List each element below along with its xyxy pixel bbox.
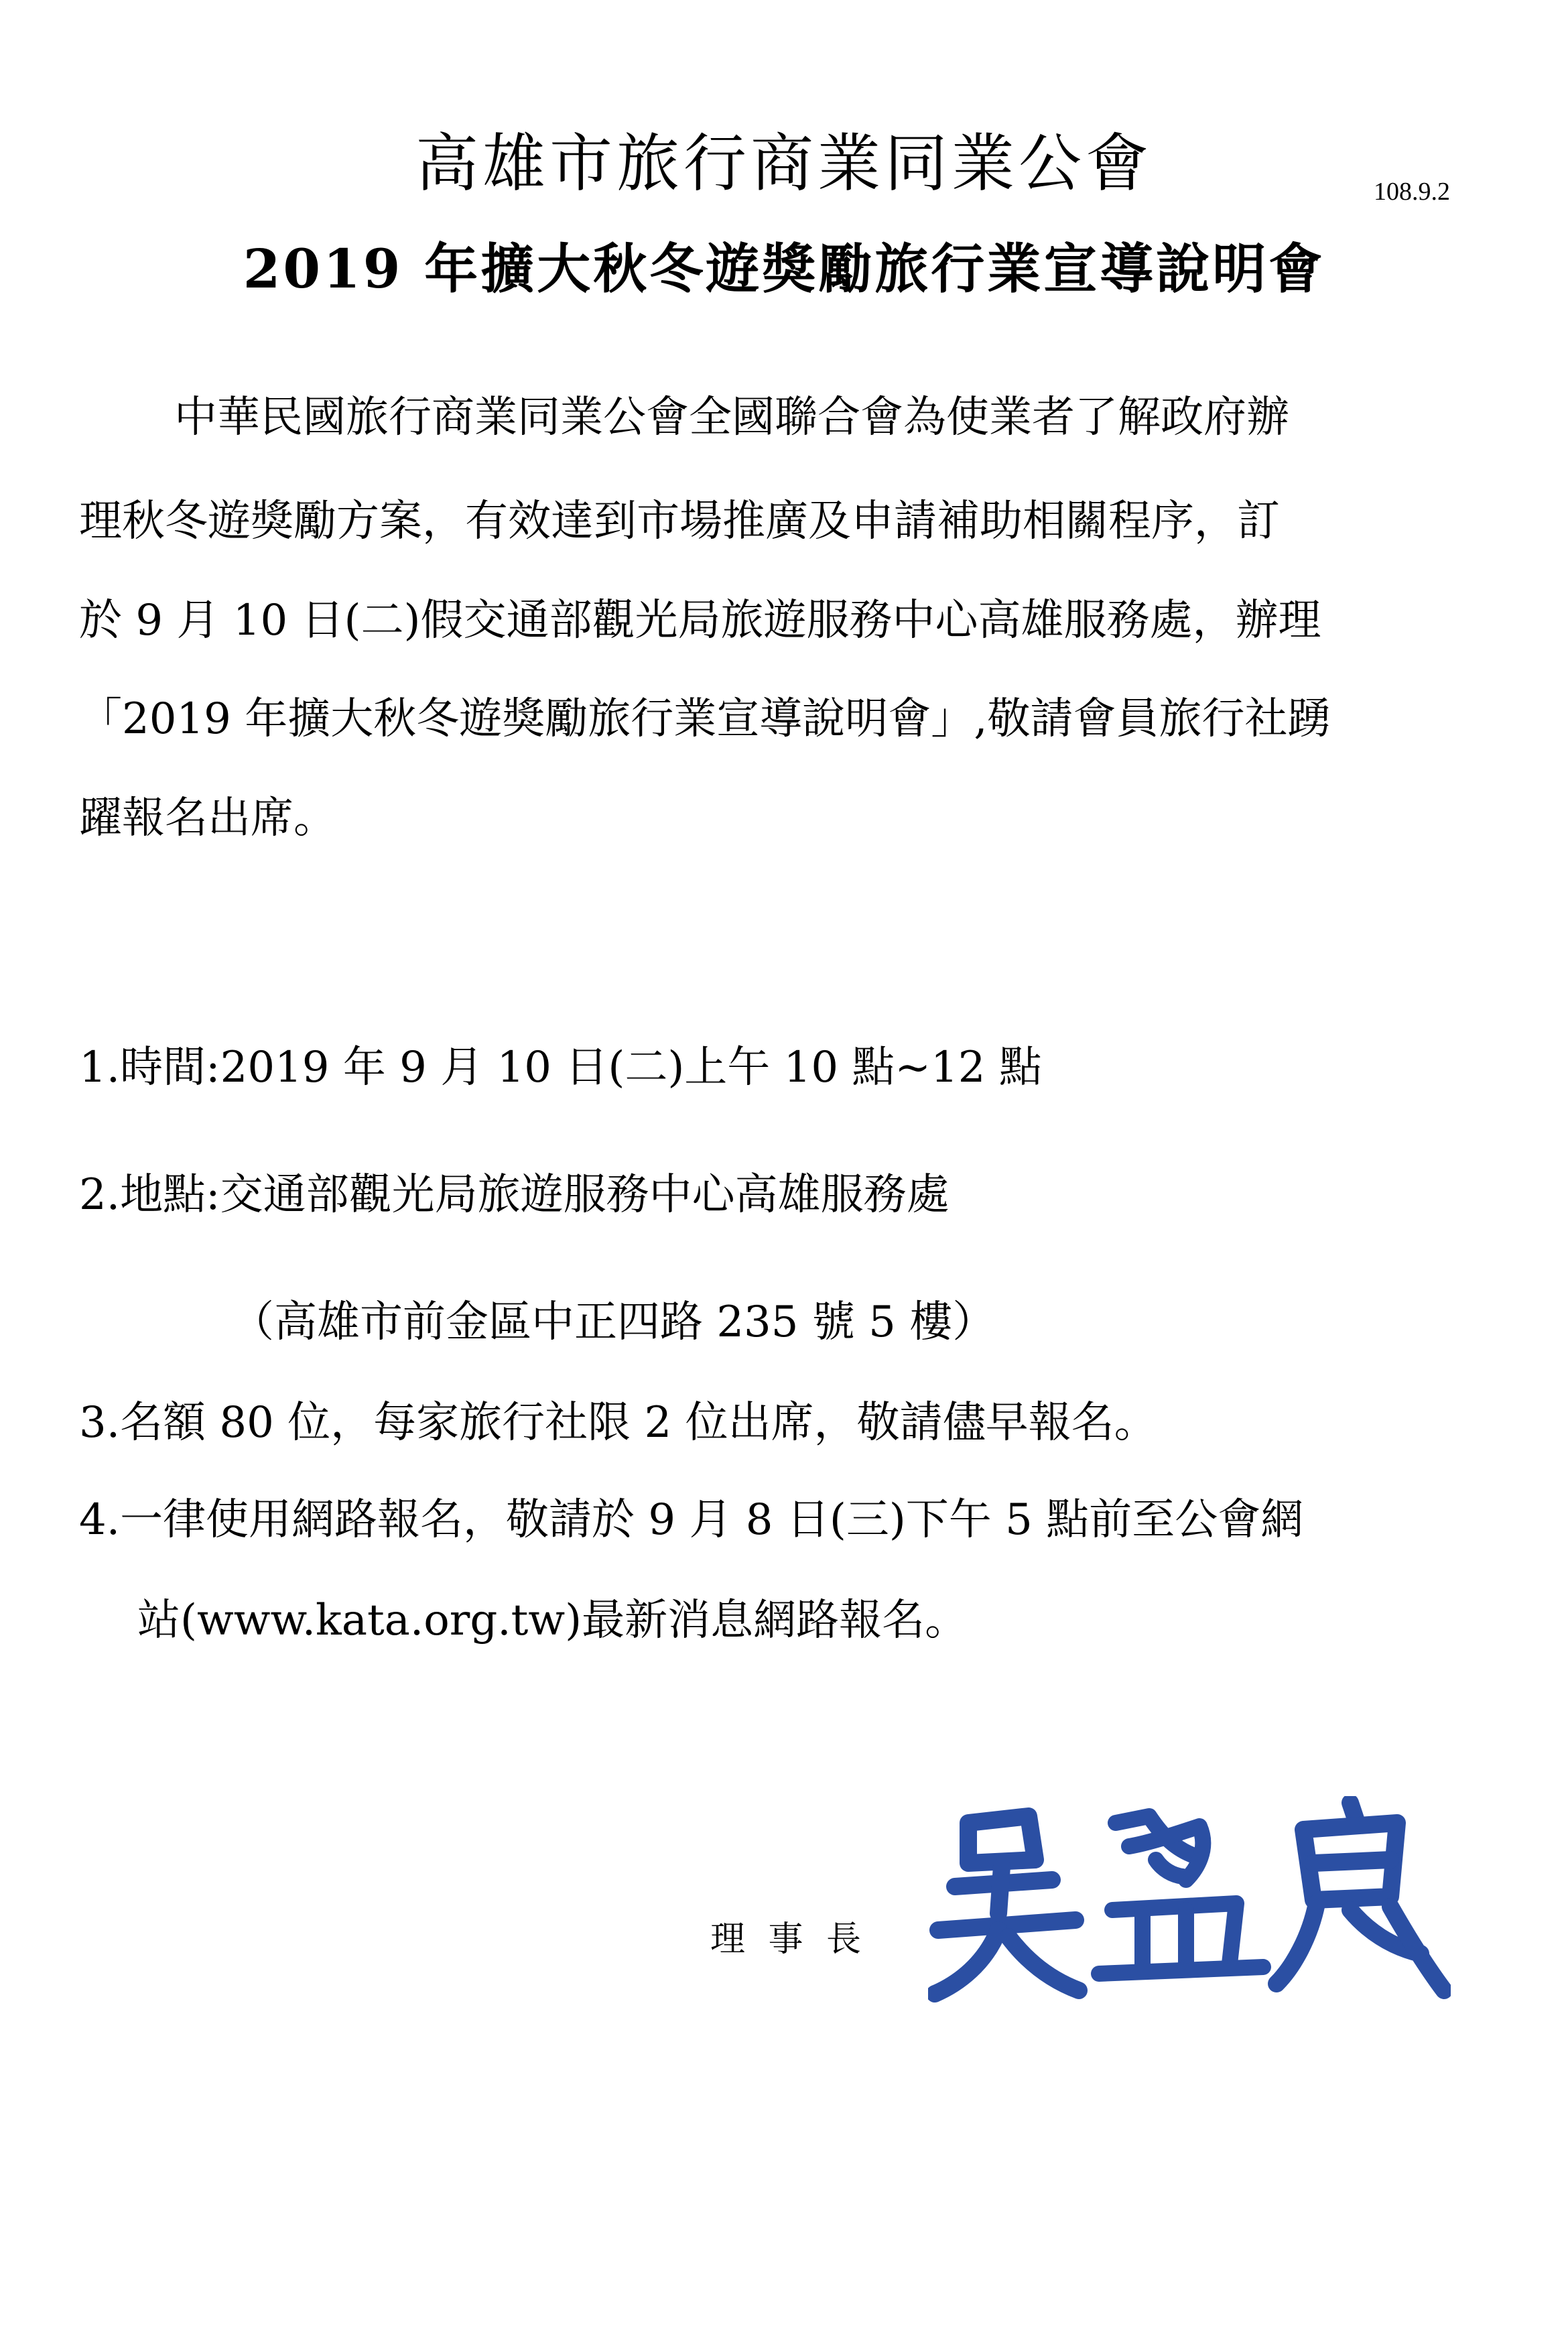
signatory-title: 理 事 長 [710,1919,862,1960]
intro-line-5: 躍報名出席。 [79,793,336,843]
organization-title: 高雄市旅行商業同業公會 [415,127,1153,200]
event-title: 2019 年擴大秋冬遊獎勵旅行業宣導說明會 [243,237,1325,300]
list-item-time [79,1042,1042,1093]
list-item-text: 時間:2019 年 9 月 10 日(二)上午 10 點~12 點 [120,1043,1042,1092]
intro-line-1: 中華民國旅行商業同業公會全國聯合會為使業者了解政府辦 [174,393,1289,442]
list-item-address [231,1297,995,1348]
list-item-registration [79,1495,1303,1545]
list-item-registration-cont [137,1595,968,1646]
list-item-location [79,1169,950,1220]
list-item-number: 4. [79,1495,121,1545]
intro-line-2: 理秋冬遊獎勵方案，有效達到市場推廣及申請補助相關程序，訂 [79,497,1280,546]
list-item-text: 一律使用網路報名，敬請於 9 月 8 日(三)下午 5 點前至公會網 [120,1495,1304,1545]
list-item-text: 站(www.kata.org.tw)最新消息網路報名。 [137,1596,968,1645]
document-date: 108.9.2 [1374,178,1450,206]
list-item-number: 3. [79,1398,121,1448]
intro-line-4: 「2019 年擴大秋冬遊獎勵旅行業宣導說明會」,敬請會員旅行社踴 [79,694,1331,744]
list-item-number: 2. [79,1170,121,1220]
list-item-text: （高雄市前金區中正四路 235 號 5 樓） [231,1297,996,1347]
list-item-quota [79,1397,1157,1448]
list-item-text: 名額 80 位，每家旅行社限 2 位出席，敬請儘早報名。 [120,1398,1157,1448]
handwritten-signature [928,1796,1451,2004]
list-item-number: 1. [79,1043,121,1092]
intro-line-3: 於 9 月 10 日(二)假交通部觀光局旅遊服務中心高雄服務處，辦理 [79,596,1321,645]
list-item-text: 地點:交通部觀光局旅遊服務中心高雄服務處 [120,1170,950,1220]
